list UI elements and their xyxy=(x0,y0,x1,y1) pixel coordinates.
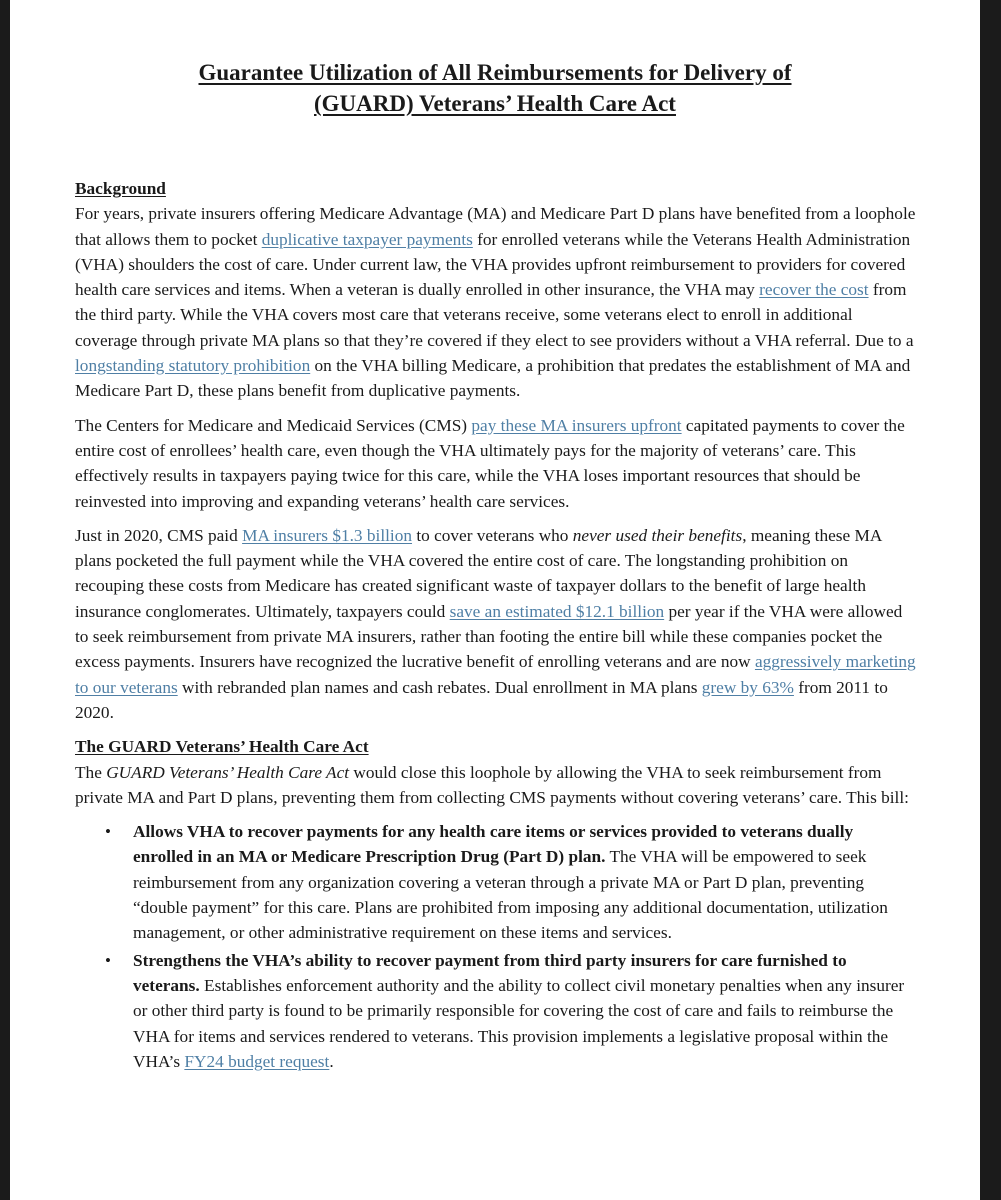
provision-text: Establishes enforcement authority and the ability to collect civil monetary penalties when any insurer or other third party is found to be primarily responsible for covering the cost of care and fails to reimburse the VHA for items and services rendered to veterans. This provision implements a legislative proposal within the VHA’s xyxy=(133,975,905,1071)
act-provisions-list xyxy=(75,819,917,1074)
text-run: For years, private insurers offering Medicare Advantage (MA) and Medicare Part D plans have benefited from a loophole that allows them to pocket xyxy=(75,204,916,249)
provision-title: Allows VHA to recover payments for any health care items or services provided to veterans dually enrolled in an MA or Medicare Prescription Drug (Part D) plan. xyxy=(133,822,854,867)
text-run: The xyxy=(75,762,107,782)
list-item xyxy=(75,819,917,945)
link-grew-by-63[interactable]: grew by 63% xyxy=(701,677,794,697)
title-line-1: Guarantee Utilization of All Reimbursements for Delivery of xyxy=(198,60,792,85)
emphasis-act-name: GUARD Veterans’ Health Care Act xyxy=(106,762,350,782)
emphasis-never-used: never used their benefits xyxy=(572,525,743,545)
background-paragraph-1 xyxy=(75,201,917,403)
provision-title: Strengthens the VHA’s ability to recover payment from third party insurers for care furnished to veterans. xyxy=(133,950,847,995)
text-run: would close this loophole by allowing the VHA to seek reimbursement from private MA and Part D plans, preventing them from collecting CMS payments without covering veterans’ care. This bill: xyxy=(75,762,909,807)
title-line-2: (GUARD) Veterans’ Health Care Act xyxy=(314,91,676,116)
document-body xyxy=(75,176,917,1076)
text-run: from 2011 to 2020. xyxy=(75,677,888,722)
list-item xyxy=(75,948,917,1074)
text-run: with rebranded plan names and cash rebates. Dual enrollment in MA plans xyxy=(177,677,702,697)
text-run: from the third party. While the VHA covers most care that veterans receive, some veterans elect to enroll in additional coverage through private MA plans so that they’re covered if they elect to see providers without a VHA referral. Due to a xyxy=(75,280,914,350)
link-recover-the-cost[interactable]: recover the cost xyxy=(759,280,869,300)
background-paragraph-3 xyxy=(75,523,917,725)
bullet-icon: • xyxy=(105,950,111,970)
link-duplicative-payments[interactable]: duplicative taxpayer payments xyxy=(261,229,473,249)
text-run: , meaning these MA plans pocketed the full payment while the VHA covered the entire cost of care. The longstanding prohibition on recouping these costs from Medicare has created significant waste of taxpayer dollars to the benefit of large health insurance conglomerates. Ultimately, taxpayers could xyxy=(75,525,882,621)
document-title xyxy=(10,57,980,119)
link-fy24-budget-request[interactable]: FY24 budget request xyxy=(184,1051,330,1071)
link-pay-ma-insurers[interactable]: pay these MA insurers upfront xyxy=(471,415,682,435)
link-aggressively-marketing[interactable]: aggressively marketing to our veterans xyxy=(75,652,916,697)
text-run: The Centers for Medicare and Medicaid Services (CMS) xyxy=(75,415,472,435)
bullet-icon: • xyxy=(105,822,111,842)
background-paragraph-2 xyxy=(75,413,917,514)
text-run: for enrolled veterans while the Veterans Health Administration (VHA) shoulders the cost of care. Under current law, the VHA provides upfront reimbursement to providers for covered health care services and items. When a veteran is dually enrolled in other insurance, the VHA may xyxy=(75,229,911,300)
document-page xyxy=(10,0,980,1200)
provision-text: The VHA will be empowered to seek reimbursement from any organization covering a veteran through a private MA or Part D plan, preventing “double payment” for this care. Plans are prohibited from imposing any additional documentation, utilization management, or other administrative requirement on these items and services. xyxy=(133,847,888,943)
text-run: per year if the VHA were allowed to seek reimbursement from private MA insurers, rather than footing the entire bill while these companies pocket the excess payments. Insurers have recognized the lucrative benefit of enrolling veterans and are now xyxy=(75,601,903,672)
text-run: on the VHA billing Medicare, a prohibition that predates the establishment of MA and Medicare Part D, these plans benefit from duplicative payments. xyxy=(75,356,911,401)
link-save-12-1-billion[interactable]: save an estimated $12.1 billion xyxy=(449,601,665,621)
act-intro-paragraph xyxy=(75,760,917,811)
link-statutory-prohibition[interactable]: longstanding statutory prohibition xyxy=(75,356,311,376)
text-run: Just in 2020, CMS paid xyxy=(75,525,243,545)
link-ma-insurers-1-3-billion[interactable]: MA insurers $1.3 billion xyxy=(242,525,413,545)
background-heading: Background xyxy=(75,179,166,198)
text-run: capitated payments to cover the entire cost of enrollees’ health care, even though the VHA ultimately pays for the majority of veterans’ care. This effectively results in taxpayers paying twice for this care, while the VHA loses important resources that should be reinvested into improving and expanding veterans’ health care services. xyxy=(75,415,905,511)
text-run: . xyxy=(329,1051,334,1071)
act-heading: The GUARD Veterans’ Health Care Act xyxy=(75,737,369,757)
text-run: to cover veterans who xyxy=(412,525,573,545)
